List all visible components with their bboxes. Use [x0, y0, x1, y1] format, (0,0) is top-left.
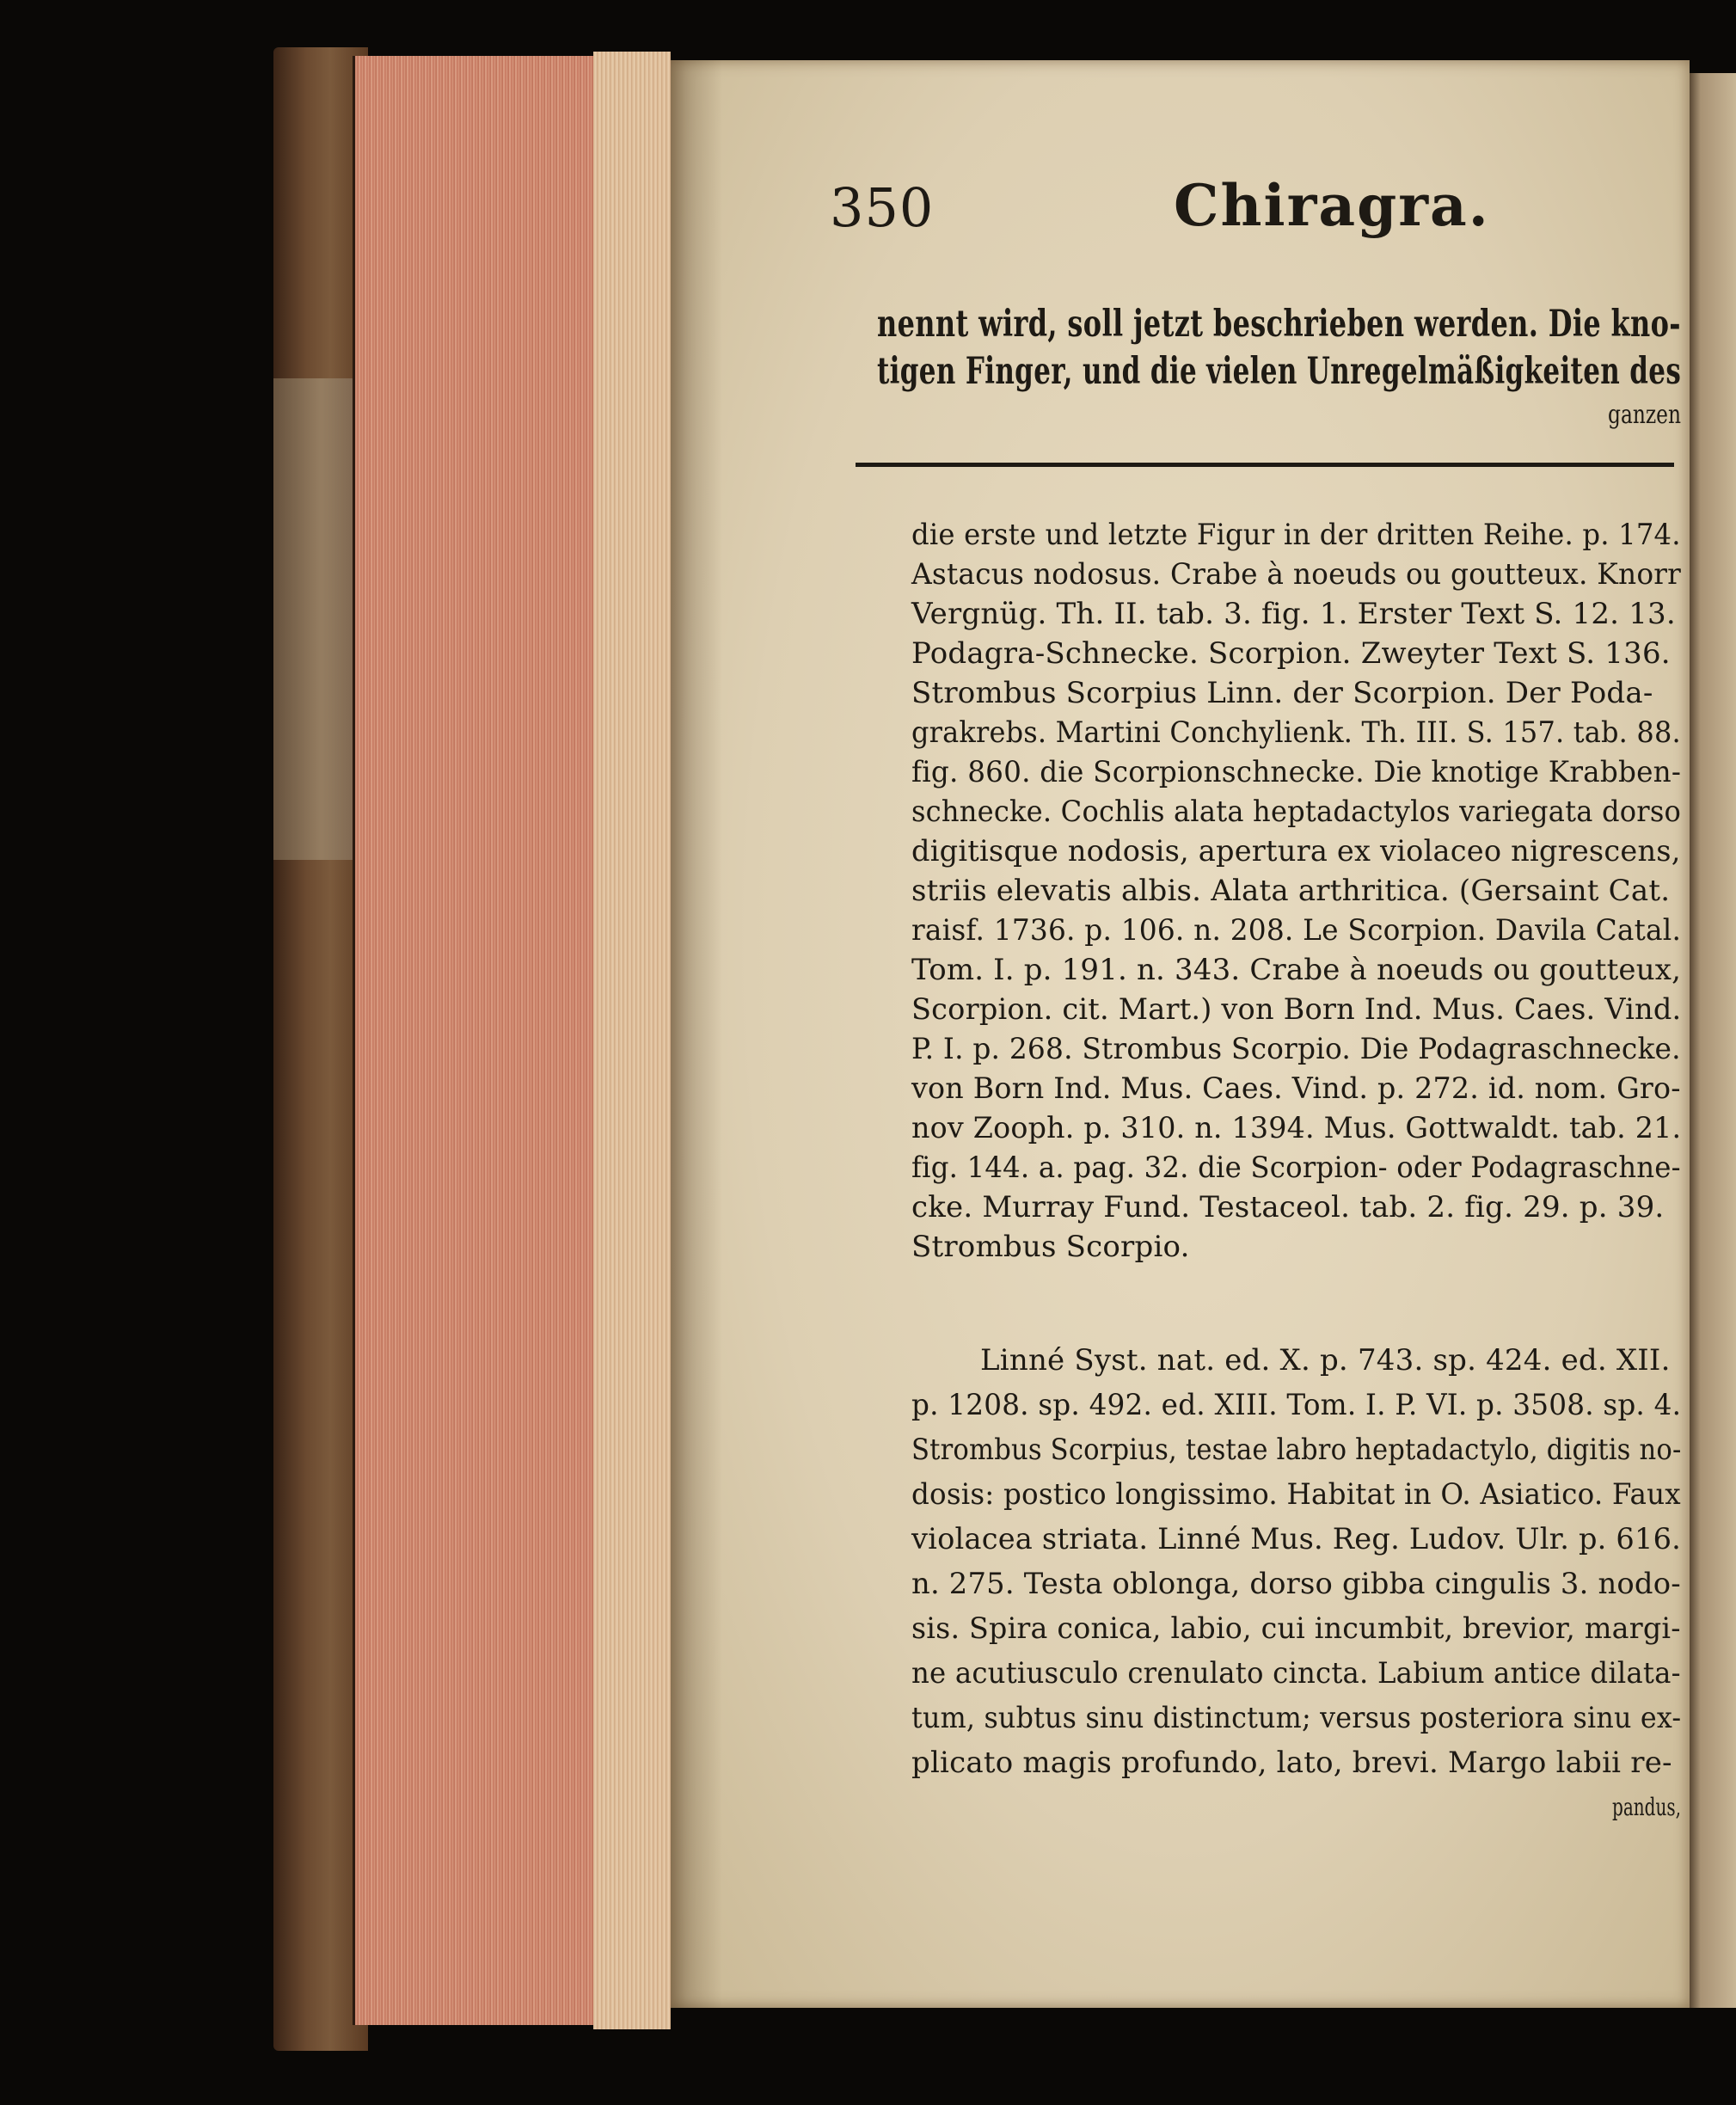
- linne-line: p. 1208. sp. 492. ed. XIII. Tom. I. P. VI. p. 3508. sp. 4.: [911, 1388, 1682, 1422]
- footnote-line: fig. 860. die Scorpionschnecke. Die knotige Krabben-: [911, 755, 1682, 789]
- footnote-line: Astacus nodosus. Crabe à noeuds ou goutteux. Knorr: [911, 557, 1682, 592]
- footnote-line: striis elevatis albis. Alata arthritica. (Gersaint Cat.: [911, 874, 1671, 908]
- footnote-line: Scorpion. cit. Mart.) von Born Ind. Mus. Caes. Vind.: [911, 992, 1682, 1027]
- footnote-line: Podagra-Schnecke. Scorpion. Zweyter Text S. 136.: [911, 636, 1671, 671]
- footnote-line: fig. 144. a. pag. 32. die Scorpion- oder Podagraschne-: [911, 1151, 1681, 1185]
- top-line: tigen Finger, und die vielen Unregelmäßigkeiten des: [877, 350, 1682, 393]
- footnote-line: schnecke. Cochlis alata heptadactylos variegata dorso: [911, 795, 1682, 829]
- page-edges-inner: [593, 52, 671, 2029]
- linne-line: dosis: postico longissimo. Habitat in O. Asiatico. Faux: [911, 1477, 1681, 1512]
- gutter-shadow: [671, 60, 722, 2008]
- page-edges: [353, 56, 630, 2025]
- linne-line: Linné Syst. nat. ed. X. p. 743. sp. 424. ed. XII.: [980, 1343, 1671, 1378]
- linne-line: n. 275. Testa oblonga, dorso gibba cingulis 3. nodo-: [911, 1567, 1681, 1601]
- linne-line: ne acutiusculo crenulato cincta. Labium antice dilata-: [911, 1656, 1681, 1691]
- running-head: Chiragra.: [1174, 172, 1490, 239]
- facing-page-edge: [1685, 73, 1736, 2008]
- catchword: ganzen: [1608, 400, 1682, 430]
- page-number: 350: [830, 176, 935, 239]
- footnote-line: P. I. p. 268. Strombus Scorpio. Die Podagraschnecke.: [911, 1032, 1681, 1066]
- footnote-line: von Born Ind. Mus. Caes. Vind. p. 272. id. nom. Gro-: [911, 1071, 1681, 1106]
- footnote-line: cke. Murray Fund. Testaceol. tab. 2. fig. 29. p. 39.: [911, 1190, 1665, 1224]
- footnote-rule: [856, 463, 1674, 467]
- linne-line: violacea striata. Linné Mus. Reg. Ludov. Ulr. p. 616.: [911, 1522, 1682, 1556]
- linne-line: tum, subtus sinu distinctum; versus posteriora sinu ex-: [911, 1701, 1682, 1735]
- footnote-line: Vergnüg. Th. II. tab. 3. fig. 1. Erster Text S. 12. 13.: [911, 597, 1676, 631]
- footnote-line: Tom. I. p. 191. n. 343. Crabe à noeuds ou goutteux,: [911, 953, 1682, 987]
- footnote-line: grakrebs. Martini Conchylienk. Th. III. S. 157. tab. 88.: [911, 715, 1681, 750]
- linne-line: plicato magis profundo, lato, brevi. Margo labii re-: [911, 1746, 1672, 1780]
- footnote-line: Strombus Scorpius Linn. der Scorpion. Der Poda-: [911, 676, 1653, 710]
- footnote-line: Strombus Scorpio.: [911, 1230, 1190, 1264]
- footnote-line: die erste und letzte Figur in der dritten Reihe. p. 174.: [911, 518, 1681, 552]
- linne-line: Strombus Scorpius, testae labro heptadactylo, digitis no-: [911, 1433, 1682, 1467]
- footnote-line: nov Zooph. p. 310. n. 1394. Mus. Gottwaldt. tab. 21.: [911, 1111, 1682, 1145]
- footnote-line: raisf. 1736. p. 106. n. 208. Le Scorpion. Davila Catal.: [911, 913, 1682, 948]
- footnote-line: digitisque nodosis, apertura ex violaceo nigrescens,: [911, 834, 1681, 868]
- catchword: pandus,: [1612, 1793, 1682, 1821]
- linne-line: sis. Spira conica, labio, cui incumbit, brevior, margi-: [911, 1611, 1681, 1646]
- top-line: nennt wird, soll jetzt beschrieben werden. Die kno-: [877, 303, 1681, 346]
